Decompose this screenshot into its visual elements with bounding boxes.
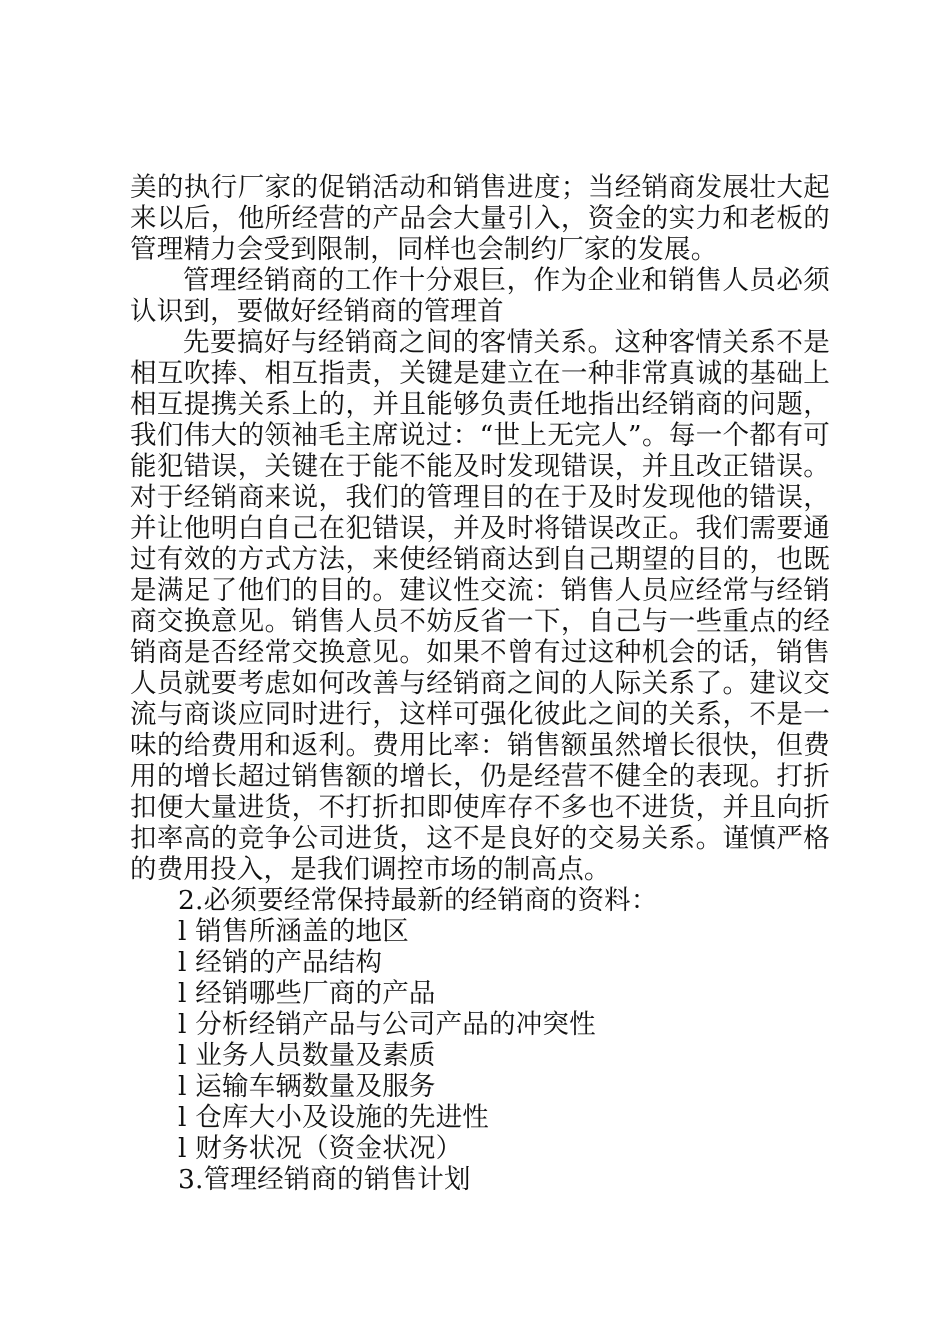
list-item: l 仓库大小及设施的先进性 (178, 1102, 489, 1133)
list-item: l 销售所涵盖的地区 (178, 916, 409, 947)
list-item: l 运输车辆数量及服务 (178, 1071, 436, 1102)
list-item: l 经销的产品结构 (178, 947, 383, 978)
list-item: l 业务人员数量及素质 (178, 1040, 436, 1071)
list-item: l 经销哪些厂商的产品 (178, 978, 436, 1009)
list-item: l 分析经销产品与公司产品的冲突性 (178, 1009, 596, 1040)
paragraph-1: 美的执行厂家的促销活动和销售进度；当经销商发展壮大起来以后，他所经营的产品会大量引入，资金的实力和老板的管理精力会受到限制，同样也会制约厂家的发展。 (130, 172, 830, 265)
list-heading-3: 3.管理经销商的销售计划 (178, 1164, 471, 1195)
paragraph-3: 先要搞好与经销商之间的客情关系。这种客情关系不是相互吹捧、相互指责，关键是建立在一种非常真诚的基础上相互提携关系上的，并且能够负责任地指出经销商的问题，我们伟大的领袖毛主席说过：“世上无完人”。每一个都有可能犯错误，关键在于能不能及时发现错误，并且改正错误。对于经销商来说，我们的管理目的在于及时发现他的错误，并让他明白自己在犯错误，并及时将错误改正。我们需要通过有效的方式方法，来使经销商达到自己期望的目的，也既是满足了他们的目的。建议性交流：销售人员应经常与经销商交换意见。销售人员不妨反省一下，自己与一些重点的经销商是否经常交换意见。如果不曾有过这种机会的话，销售人员就要考虑如何改善与经销商之间的人际关系了。建议交流与商谈应同时进行，这样可强化彼此之间的关系，不是一味的给费用和返利。费用比率：销售额虽然增长很快，但费用的增长超过销售额的增长，仍是经营不健全的表现。打折扣便大量进货，不打折扣即使库存不多也不进货，并且向折扣率高的竞争公司进货，这不是良好的交易关系。谨慎严格的费用投入，是我们调控市场的制高点。 (130, 327, 830, 885)
list-heading-2: 2.必须要经常保持最新的经销商的资料： (178, 885, 658, 916)
document-body (130, 172, 830, 1195)
list-item: l 财务状况（资金状况） (178, 1133, 463, 1164)
paragraph-2: 管理经销商的工作十分艰巨，作为企业和销售人员必须认识到，要做好经销商的管理首 (130, 265, 830, 327)
